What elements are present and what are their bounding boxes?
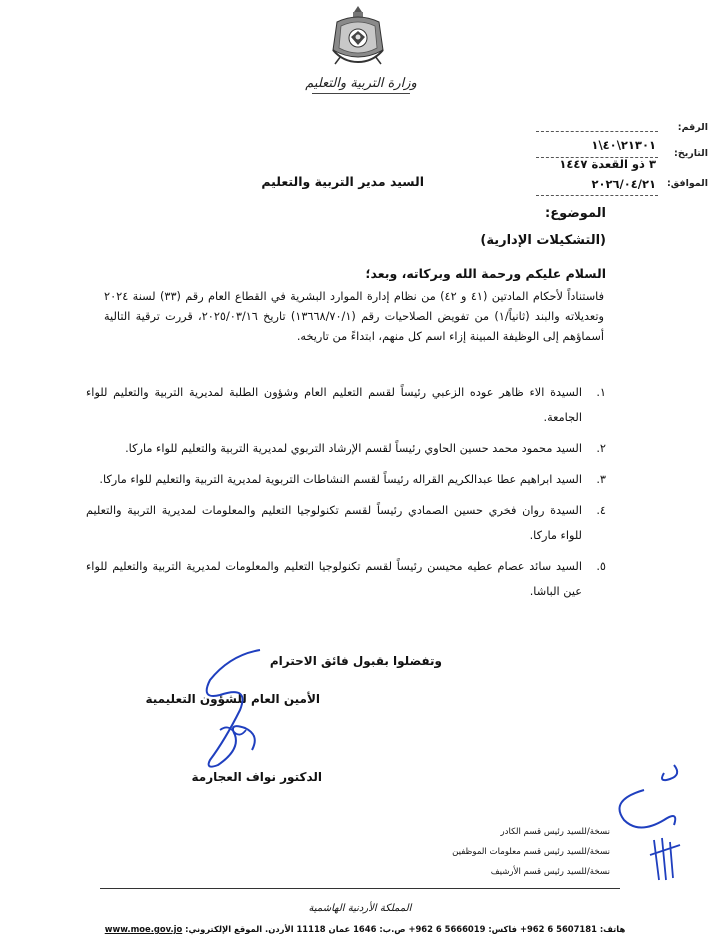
ref-value: ٢١٣٠١\٤٠\١ <box>591 138 656 152</box>
footer-country: المملكة الأردنية الهاشمية <box>308 903 412 914</box>
gregorian-underline <box>536 195 658 196</box>
list-item <box>86 554 606 604</box>
promotion-list <box>86 380 606 610</box>
ministry-logo <box>300 76 422 94</box>
footer-divider <box>100 888 620 889</box>
copy-recipient: نسخة/للسيد رئيس قسم معلومات الموظفين <box>452 847 610 857</box>
list-item-text: السيد محمود محمد حسين الحاوي رئيساً لقسم الإرشاد التربوي لمديرية التربية والتعليم للواء ماركا. <box>125 442 582 455</box>
list-item-number: ٣. <box>596 473 606 486</box>
decision-paragraph: فاستناداً لأحكام المادتين (٤١ و ٤٢) من نظام إدارة الموارد البشرية في القطاع العام رقم (٣٣) لسنة ٢٠٢٤ وتعديلاته والبند (ثانياً/١) من تفويض الصلاحيات رقم (١٣٦٦٨/٧٠/١) تاريخ ٢٠٢٥/٠٣/١٦، قررت ترقية التالية أسماؤهم إلى الوظيفة المبينة إزاء اسم كل منهم، ابتداءً من تاريخه. <box>104 290 605 343</box>
footer-contact <box>40 924 690 934</box>
signatory-title: الأمين العام للشؤون التعليمية <box>145 692 320 706</box>
initials-signature-icon <box>604 760 694 900</box>
closing: وتفضلوا بقبول فائق الاحترام <box>269 654 442 668</box>
list-item-text: السيدة روان فخري حسين الصمادي رئيساً لقسم تكنولوجيا التعليم والمعلومات لمديرية التربية والتعليم للواء ماركا. <box>86 504 582 542</box>
list-item-text: السيد سائد عصام عطيه محيسن رئيساً لقسم تكنولوجيا التعليم والمعلومات لمديرية التربية والتعليم للواء عين الباشا. <box>86 560 582 598</box>
copy-recipient: نسخة/للسيد رئيس قسم الكادر <box>500 827 610 837</box>
list-item-number: ٤. <box>596 504 606 517</box>
list-item-number: ٢. <box>596 442 606 455</box>
list-item-number: ٥. <box>596 560 606 573</box>
list-item-number: ١. <box>596 386 606 399</box>
gregorian-date: ٢٠٢٦/٠٤/٢١ <box>591 177 656 191</box>
signatory-name: الدكتور نواف العجارمة <box>191 770 322 784</box>
list-item-text: السيدة الاء ظاهر عوده الزعبي رئيساً لقسم التعليم العام وشؤون الطلبة لمديرية التربية والتعليم للواء الجامعة. <box>86 386 582 424</box>
copy-recipient: نسخة/للسيد رئيس قسم الأرشيف <box>490 867 610 877</box>
corresponding-label: الموافق: <box>667 178 708 189</box>
ref-underline <box>536 131 658 132</box>
website-link[interactable]: www.moe.gov.jo <box>104 924 183 934</box>
copies-list <box>390 822 610 882</box>
subject-label: الموضوع: <box>545 206 606 221</box>
ministry-logo-text: وزارة التربية والتعليم <box>305 76 417 91</box>
list-item <box>86 498 606 548</box>
list-item <box>86 380 606 430</box>
footer-contact-text: هاتف: 5607181 6 962+ فاكس: 5666019 6 962+ ص.ب: 1646 عمان 11118 الأردن. الموقع الإلكتروني: <box>185 924 626 934</box>
jordan-emblem-icon <box>327 4 389 68</box>
hijri-date: ٣ ذو القعدة ١٤٤٧ <box>559 157 656 171</box>
subject-value: (التشكيلات الإدارية) <box>480 233 606 248</box>
date-label: التاريخ: <box>674 148 708 159</box>
greeting: السلام عليكم ورحمة الله وبركاته، وبعد؛ <box>365 266 606 281</box>
signature-icon <box>190 640 280 780</box>
ref-label: الرقم: <box>677 122 708 133</box>
list-item <box>86 467 606 492</box>
list-item <box>86 436 606 461</box>
list-item-text: السيد ابراهيم عطا عبدالكريم القراله رئيساً لقسم النشاطات التربوية لمديرية التربية والتعليم للواء ماركا. <box>99 473 582 486</box>
addressee: السيد مدير التربية والتعليم <box>261 174 424 189</box>
